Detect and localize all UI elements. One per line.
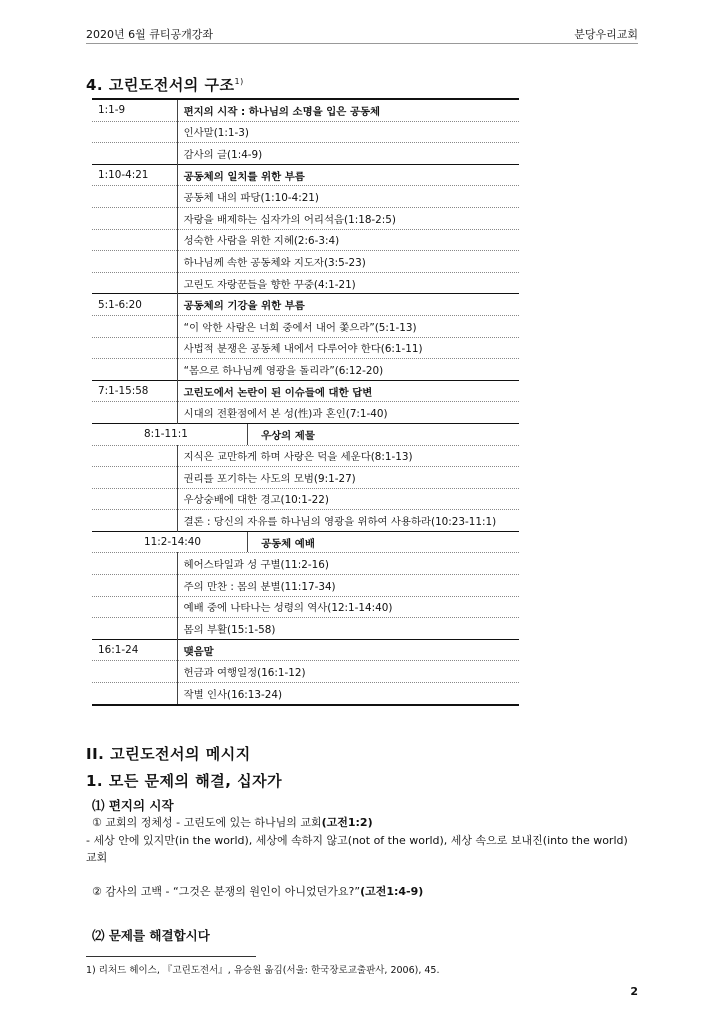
table-cell-reference (92, 251, 177, 273)
table-cell-topic: 헌금과 여행일정(16:1-12) (177, 661, 519, 683)
table-cell-reference (92, 575, 177, 597)
table-cell-heading: 우상의 제물 (177, 423, 519, 445)
table-row (92, 229, 519, 251)
subsection-title: 1. 모든 문제의 해결, 십자가 (86, 772, 283, 790)
table-row (92, 553, 519, 575)
header-course-title: 2020년 6월 큐티공개강좌 (86, 28, 213, 41)
table-cell-reference: 1:10-4:21 (92, 164, 177, 186)
table-cell-heading: 편지의 시작 : 하나님의 소명을 입은 공동체 (177, 99, 519, 121)
table-cell-topic: 공동체 내의 파당(1:10-4:21) (177, 186, 519, 208)
sub-group-divider (247, 532, 248, 553)
table-cell-topic: 사법적 분쟁은 공동체 내에서 다루어야 한다(6:1-11) (177, 337, 519, 359)
table-cell-reference (92, 402, 177, 424)
table-cell-reference: 7:1-15:58 (92, 380, 177, 402)
page-number: 2 (630, 985, 638, 998)
table-row (92, 639, 519, 661)
table-cell-reference: 16:1-24 (92, 639, 177, 661)
scripture-ref: (고전1:4-9) (360, 885, 424, 898)
table-cell-reference (92, 143, 177, 165)
table-row (92, 143, 519, 165)
table-cell-reference (92, 315, 177, 337)
table-row (92, 251, 519, 273)
table-cell-heading: 공동체의 일치를 위한 부름 (177, 164, 519, 186)
sub-group-divider (247, 424, 248, 445)
table-row (92, 164, 519, 186)
paragraph-church-identity: ① 교회의 정체성 - 고린도에 있는 하나님의 교회(고전1:2) (92, 816, 373, 829)
table-cell-reference (92, 229, 177, 251)
table-cell-reference (92, 596, 177, 618)
table-row (92, 618, 519, 640)
table-cell-reference (92, 661, 177, 683)
paragraph-in-the-world: - 세상 안에 있지만(in the world), 세상에 속하지 않고(not of the world), 세상 속으로 보내진(into the world) 교회 (86, 834, 628, 864)
table-cell-reference: 8:1-11:1 (92, 423, 177, 445)
table-cell-reference (92, 683, 177, 705)
table-cell-topic: 예배 중에 나타나는 성령의 역사(12:1-14:40) (177, 596, 519, 618)
table-row (92, 380, 519, 402)
table-cell-topic: 고린도 자랑꾼들을 향한 꾸중(4:1-21) (177, 272, 519, 294)
table-cell-reference (92, 186, 177, 208)
footnote: 1) 리처드 헤이스, 『고린도전서』, 유승원 옮김(서울: 한국장로교출판사, 2006), 45. (86, 965, 440, 976)
paragraph-thanksgiving: ② 감사의 고백 - “그것은 분쟁의 원인이 아니었던가요?”(고전1:4-9) (92, 885, 424, 898)
table-row (92, 531, 519, 553)
table-cell-reference: 1:1-9 (92, 99, 177, 121)
table-cell-topic: “이 악한 사람은 너희 중에서 내어 쫓으라”(5:1-13) (177, 315, 519, 337)
table-row (92, 121, 519, 143)
table-cell-heading: 맺음말 (177, 639, 519, 661)
table-cell-topic: 주의 만찬 : 몸의 분별(11:17-34) (177, 575, 519, 597)
table-cell-reference (92, 121, 177, 143)
footnote-divider (86, 956, 256, 957)
table-row (92, 596, 519, 618)
table-row (92, 315, 519, 337)
table-row (92, 186, 519, 208)
table-cell-topic: “몸으로 하나님께 영광을 돌리라”(6:12-20) (177, 359, 519, 381)
table-cell-topic: 작별 인사(16:13-24) (177, 683, 519, 705)
part-title: II. 고린도전서의 메시지 (86, 745, 251, 763)
table-row (92, 272, 519, 294)
table-row (92, 510, 519, 532)
table-cell-topic: 감사의 글(1:4-9) (177, 143, 519, 165)
table-row (92, 661, 519, 683)
sub-heading-solve-problems: ⑵ 문제를 해결합시다 (92, 928, 210, 943)
table-row (92, 402, 519, 424)
table-cell-reference (92, 553, 177, 575)
table-cell-reference (92, 272, 177, 294)
table-cell-topic: 시대의 전환점에서 본 성(性)과 혼인(7:1-40) (177, 402, 519, 424)
footnote-mark[interactable]: 1) (234, 77, 244, 86)
table-cell-reference (92, 337, 177, 359)
sub-heading-letter-start: ⑴ 편지의 시작 (92, 798, 174, 813)
table-cell-topic: 인사말(1:1-3) (177, 121, 519, 143)
table-cell-topic: 권리를 포기하는 사도의 모범(9:1-27) (177, 467, 519, 489)
table-row (92, 99, 519, 121)
table-cell-reference (92, 510, 177, 532)
table-cell-reference (92, 618, 177, 640)
section-title-text: 4. 고린도전서의 구조 (86, 76, 235, 94)
table-cell-reference: 5:1-6:20 (92, 294, 177, 316)
table-cell-topic: 결론 : 당신의 자유를 하나님의 영광을 위하여 사용하라(10:23-11:1) (177, 510, 519, 532)
table-cell-topic: 성숙한 사람을 위한 지혜(2:6-3:4) (177, 229, 519, 251)
table-cell-topic: 하나님께 속한 공동체와 지도자(3:5-23) (177, 251, 519, 273)
table-cell-reference: 11:2-14:40 (92, 531, 177, 553)
table-cell-topic: 지식은 교만하게 하며 사랑은 덕을 세운다(8:1-13) (177, 445, 519, 467)
table-row (92, 575, 519, 597)
scripture-ref: (고전1:2) (321, 816, 373, 829)
table-row (92, 467, 519, 489)
table-cell-topic: 몸의 부활(15:1-58) (177, 618, 519, 640)
table-cell-reference (92, 467, 177, 489)
table-row (92, 294, 519, 316)
table-cell-topic: 헤어스타일과 성 구별(11:2-16) (177, 553, 519, 575)
header-divider (86, 43, 638, 44)
table-row (92, 423, 519, 445)
table-row (92, 683, 519, 705)
table-row (92, 337, 519, 359)
table-cell-reference (92, 207, 177, 229)
table-row (92, 488, 519, 510)
structure-table (92, 98, 519, 706)
table-row (92, 445, 519, 467)
table-cell-topic: 자랑을 배제하는 십자가의 어리석음(1:18-2:5) (177, 207, 519, 229)
section-title (86, 74, 244, 95)
table-cell-heading: 공동체의 기강을 위한 부름 (177, 294, 519, 316)
table-cell-reference (92, 488, 177, 510)
header-church-name: 분당우리교회 (574, 28, 638, 41)
table-cell-heading: 고린도에서 논란이 된 이슈들에 대한 답변 (177, 380, 519, 402)
table-row (92, 207, 519, 229)
table-cell-reference (92, 359, 177, 381)
table-cell-heading: 공동체 예배 (177, 531, 519, 553)
table-cell-topic: 우상숭배에 대한 경고(10:1-22) (177, 488, 519, 510)
table-row (92, 359, 519, 381)
table-cell-reference (92, 445, 177, 467)
